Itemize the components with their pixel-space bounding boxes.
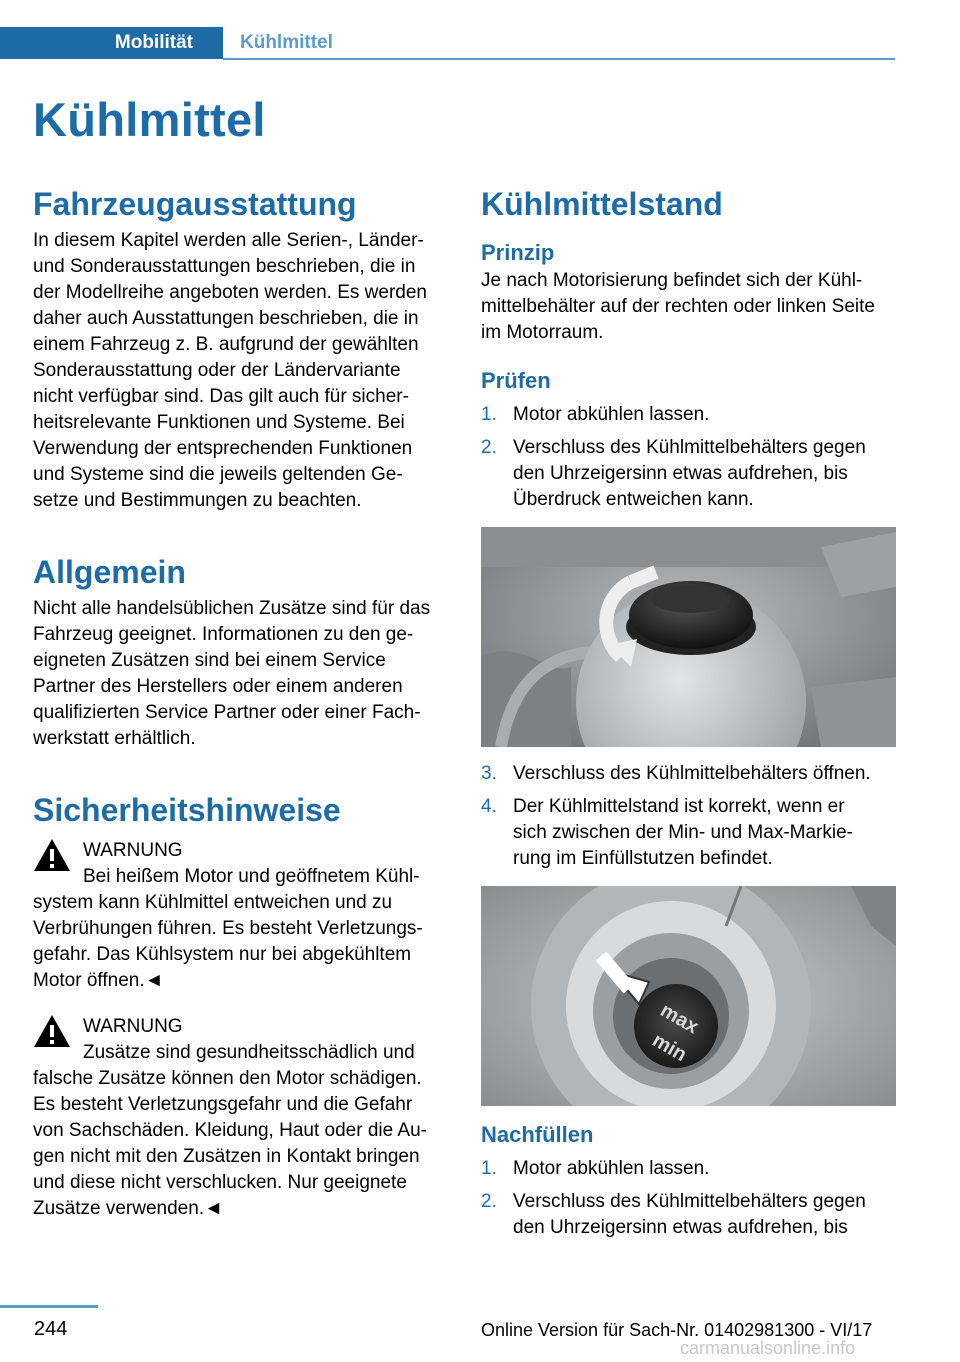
text-line: Verwendung der entsprechenden Funktionen: [33, 438, 413, 459]
header-tab-kuehlmittel: Kühlmittel: [240, 32, 333, 53]
text-line: Partner des Herstellers oder einem anderen: [33, 676, 403, 697]
list-item: [481, 1156, 897, 1182]
right-column: [481, 184, 897, 1248]
page-title: Kühlmittel: [33, 93, 266, 146]
min-mark-label: min: [648, 1029, 691, 1067]
step-number: 2.: [481, 1191, 497, 1212]
heading-sicherheitshinweise: Sicherheitshinweise: [33, 792, 341, 828]
heading-kuehlmittelstand: Kühlmittelstand: [481, 186, 723, 222]
text-line: Es besteht Verletzungsgefahr und die Gefahr: [33, 1094, 413, 1115]
paragraph-allgemein: [33, 596, 448, 752]
text-line: mittelbehälter auf der rechten oder linken Seite: [481, 296, 875, 317]
list-item: [481, 402, 897, 428]
text-line: system kann Kühlmittel entweichen und zu: [33, 892, 393, 913]
step-number: 4.: [481, 796, 497, 817]
text-line: heitsrelevante Funktionen und Systeme. Bei: [33, 412, 405, 433]
text-line: nicht verfügbar sind. Das gilt auch für sicher-: [33, 386, 409, 407]
list-item: [481, 435, 897, 513]
photo-filler-neck: [481, 886, 896, 1106]
left-column: [33, 184, 448, 1222]
warning-triangle-icon: [33, 1014, 71, 1048]
text-line: Fahrzeug geeignet. Informationen zu den ge-: [33, 624, 414, 645]
watermark: carmanualsonline.info: [680, 1338, 856, 1358]
warning-block-2: [33, 1014, 448, 1222]
text-line: der Modellreihe angeboten werden. Es werden: [33, 282, 427, 303]
online-version-note: Online Version für Sach-Nr. 01402981300 - VI/17: [481, 1320, 873, 1340]
text-line: Verschluss des Kühlmittelbehälters gegen: [513, 1191, 866, 1212]
text-line: einem Fahrzeug z. B. aufgrund der gewählten: [33, 334, 419, 355]
text-line: gefahr. Das Kühlsystem nur bei abgekühltem: [33, 944, 412, 965]
heading-fahrzeugausstattung: Fahrzeugausstattung: [33, 186, 357, 222]
text-line: rung im Einfüllstutzen befindet.: [513, 848, 773, 869]
warning-block-1: [33, 838, 448, 994]
warning-triangle-icon: [33, 838, 71, 872]
step-number: 1.: [481, 1158, 497, 1179]
text-line: Motor abkühlen lassen.: [513, 1158, 710, 1179]
heading-pruefen: Prüfen: [481, 368, 551, 393]
text-line: eigneten Zusätzen sind bei einem Service: [33, 650, 386, 671]
text-line: Motor abkühlen lassen.: [513, 404, 710, 425]
heading-allgemein: Allgemein: [33, 554, 186, 590]
text-line: sich zwischen der Min- und Max-Markie-: [513, 822, 853, 843]
warning-label: WARNUNG: [83, 840, 183, 861]
steps-pruefen-a: [481, 402, 897, 513]
text-line: Motor öffnen.◄: [33, 970, 164, 991]
footer-rule: [0, 1305, 98, 1308]
text-line: Sonderausstattung oder der Ländervariante: [33, 360, 401, 381]
text-line: und Systeme sind die jeweils geltenden Ge-: [33, 464, 403, 485]
paragraph-prinzip: [481, 268, 897, 346]
page-header: [0, 0, 960, 64]
text-line: Nicht alle handelsüblichen Zusätze sind für das: [33, 598, 431, 619]
steps-nachfuellen: [481, 1156, 897, 1241]
text-line: werkstatt erhältlich.: [33, 728, 196, 749]
heading-prinzip: Prinzip: [481, 240, 555, 265]
photo-reservoir-cap: [481, 527, 896, 747]
filler-neck-illustration: [481, 886, 896, 1106]
text-line: Der Kühlmittelstand ist korrekt, wenn er: [513, 796, 845, 817]
steps-pruefen-b: [481, 761, 897, 872]
text-line: gen nicht mit den Zusätzen in Kontakt bringen: [33, 1146, 420, 1167]
list-item: [481, 1189, 897, 1241]
text-line: von Sachschäden. Kleidung, Haut oder die Au-: [33, 1120, 427, 1141]
reservoir-cap-illustration: [481, 527, 896, 747]
text-line: den Uhrzeigersinn etwas aufdrehen, bis: [513, 1217, 848, 1238]
text-line: Überdruck entweichen kann.: [513, 489, 754, 510]
text-line: im Motorraum.: [481, 322, 604, 343]
text-line: den Uhrzeigersinn etwas aufdrehen, bis: [513, 463, 848, 484]
max-mark-label: max: [656, 999, 703, 1039]
text-line: Verschluss des Kühlmittelbehälters gegen: [513, 437, 866, 458]
text-line: Verschluss des Kühlmittelbehälters öffnen.: [513, 763, 871, 784]
text-line: und diese nicht verschlucken. Nur geeignete: [33, 1172, 407, 1193]
step-number: 1.: [481, 404, 497, 425]
paragraph-fahrzeugausstattung: [33, 228, 448, 514]
text-line: Zusätze verwenden.◄: [33, 1198, 223, 1219]
list-item: [481, 794, 897, 872]
text-line: setze und Bestimmungen zu beachten.: [33, 490, 362, 511]
text-line: Bei heißem Motor und geöffnetem Kühl-: [83, 866, 420, 887]
text-line: daher auch Ausstattungen beschrieben, die in: [33, 308, 419, 329]
header-rule: [223, 58, 895, 60]
heading-nachfuellen: Nachfüllen: [481, 1122, 594, 1147]
text-line: falsche Zusätze können den Motor schädigen.: [33, 1068, 422, 1089]
text-line: und Sonderausstattungen beschrieben, die in: [33, 256, 416, 277]
text-line: Je nach Motorisierung befindet sich der Kühl-: [481, 270, 863, 291]
text-line: In diesem Kapitel werden alle Serien-, Länder-: [33, 230, 424, 251]
warning-label: WARNUNG: [83, 1016, 183, 1037]
step-number: 2.: [481, 437, 497, 458]
header-tab-mobilitaet: Mobilität: [0, 27, 223, 59]
list-item: [481, 761, 897, 787]
text-line: qualifizierten Service Partner oder einer Fach-: [33, 702, 421, 723]
step-number: 3.: [481, 763, 497, 784]
text-line: Verbrühungen führen. Es besteht Verletzungs-: [33, 918, 423, 939]
page-number: 244: [34, 1318, 68, 1340]
text-line: Zusätze sind gesundheitsschädlich und: [83, 1042, 415, 1063]
